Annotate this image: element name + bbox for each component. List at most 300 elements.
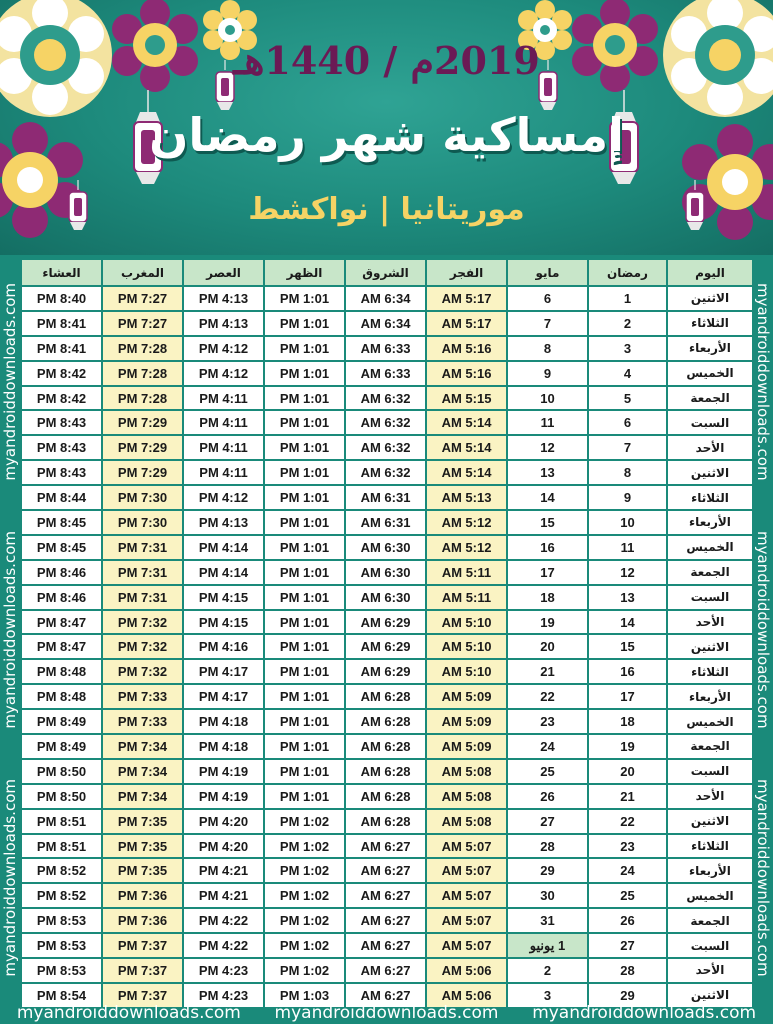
day-cell: السبت <box>668 411 752 434</box>
isha-time-cell: 8:52 PM <box>22 859 101 882</box>
gregorian-date-cell: 18 <box>508 586 587 609</box>
asr-time-cell: 4:18 PM <box>184 735 263 758</box>
dhuhr-time-cell: 1:01 PM <box>265 337 344 360</box>
day-cell: الأحد <box>668 785 752 808</box>
isha-time-cell: 8:49 PM <box>22 710 101 733</box>
dhuhr-time-cell: 1:02 PM <box>265 810 344 833</box>
page-title: إمساكية شهر رمضان <box>149 108 624 162</box>
maghrib-time-cell: 7:31 PM <box>103 536 182 559</box>
asr-time-cell: 4:11 PM <box>184 436 263 459</box>
column-header-ramadan: رمضان <box>589 260 666 285</box>
fajr-time-cell: 5:17 AM <box>427 287 506 310</box>
fajr-time-cell: 5:09 AM <box>427 685 506 708</box>
asr-time-cell: 4:15 PM <box>184 586 263 609</box>
isha-time-cell: 8:45 PM <box>22 536 101 559</box>
ramadan-day-cell: 18 <box>589 710 666 733</box>
year-title: 2019م / 1440هـ <box>233 38 540 83</box>
sunrise-time-cell: 6:27 AM <box>346 959 425 982</box>
fajr-time-cell: 5:07 AM <box>427 909 506 932</box>
fajr-time-cell: 5:07 AM <box>427 859 506 882</box>
asr-time-cell: 4:11 PM <box>184 411 263 434</box>
day-cell: الجمعة <box>668 909 752 932</box>
asr-time-cell: 4:17 PM <box>184 660 263 683</box>
asr-time-cell: 4:14 PM <box>184 536 263 559</box>
dhuhr-time-cell: 1:01 PM <box>265 411 344 434</box>
table-row <box>22 461 752 484</box>
dhuhr-time-cell: 1:01 PM <box>265 312 344 335</box>
day-cell: الاثنين <box>668 461 752 484</box>
day-cell: الخميس <box>668 884 752 907</box>
ramadan-day-cell: 22 <box>589 810 666 833</box>
table-body <box>22 287 752 1007</box>
maghrib-time-cell: 7:37 PM <box>103 934 182 957</box>
asr-time-cell: 4:15 PM <box>184 611 263 634</box>
table-row <box>22 486 752 509</box>
day-cell: الخميس <box>668 710 752 733</box>
isha-time-cell: 8:42 PM <box>22 362 101 385</box>
ramadan-day-cell: 10 <box>589 511 666 534</box>
table-row <box>22 436 752 459</box>
dhuhr-time-cell: 1:01 PM <box>265 660 344 683</box>
ramadan-day-cell: 14 <box>589 611 666 634</box>
sunrise-time-cell: 6:30 AM <box>346 536 425 559</box>
table-row <box>22 586 752 609</box>
dhuhr-time-cell: 1:01 PM <box>265 735 344 758</box>
ramadan-day-cell: 4 <box>589 362 666 385</box>
gregorian-date-cell: 10 <box>508 387 587 410</box>
ramadan-day-cell: 19 <box>589 735 666 758</box>
gregorian-date-cell: 2 <box>508 959 587 982</box>
sunrise-time-cell: 6:28 AM <box>346 810 425 833</box>
column-header-asr: العصر <box>184 260 263 285</box>
sunrise-time-cell: 6:34 AM <box>346 287 425 310</box>
maghrib-time-cell: 7:27 PM <box>103 287 182 310</box>
dhuhr-time-cell: 1:02 PM <box>265 859 344 882</box>
maghrib-time-cell: 7:28 PM <box>103 337 182 360</box>
day-cell: الخميس <box>668 536 752 559</box>
watermark-text: myandroiddownloads.com <box>1 779 19 977</box>
maghrib-time-cell: 7:30 PM <box>103 511 182 534</box>
asr-time-cell: 4:19 PM <box>184 760 263 783</box>
ramadan-day-cell: 21 <box>589 785 666 808</box>
day-cell: الأحد <box>668 436 752 459</box>
sunrise-time-cell: 6:27 AM <box>346 835 425 858</box>
fajr-time-cell: 5:14 AM <box>427 436 506 459</box>
dhuhr-time-cell: 1:02 PM <box>265 909 344 932</box>
dhuhr-time-cell: 1:02 PM <box>265 884 344 907</box>
dhuhr-time-cell: 1:01 PM <box>265 436 344 459</box>
maghrib-time-cell: 7:29 PM <box>103 411 182 434</box>
fajr-time-cell: 5:07 AM <box>427 934 506 957</box>
dhuhr-time-cell: 1:01 PM <box>265 685 344 708</box>
ramadan-day-cell: 2 <box>589 312 666 335</box>
sunrise-time-cell: 6:32 AM <box>346 436 425 459</box>
fajr-time-cell: 5:08 AM <box>427 760 506 783</box>
watermark-text: myandroiddownloads.com <box>16 1003 241 1023</box>
isha-time-cell: 8:41 PM <box>22 312 101 335</box>
table-row <box>22 909 752 932</box>
isha-time-cell: 8:47 PM <box>22 611 101 634</box>
isha-time-cell: 8:43 PM <box>22 461 101 484</box>
watermark-text: myandroiddownloads.com <box>274 1003 499 1023</box>
maghrib-time-cell: 7:35 PM <box>103 810 182 833</box>
watermark-text: myandroiddownloads.com <box>532 1003 757 1023</box>
isha-time-cell: 8:53 PM <box>22 959 101 982</box>
isha-time-cell: 8:49 PM <box>22 735 101 758</box>
table-row <box>22 337 752 360</box>
header-banner <box>0 0 773 255</box>
dhuhr-time-cell: 1:01 PM <box>265 611 344 634</box>
day-cell: الجمعة <box>668 735 752 758</box>
column-header-sunrise: الشروق <box>346 260 425 285</box>
day-cell: الثلاثاء <box>668 835 752 858</box>
dhuhr-time-cell: 1:01 PM <box>265 561 344 584</box>
maghrib-time-cell: 7:34 PM <box>103 735 182 758</box>
isha-time-cell: 8:43 PM <box>22 411 101 434</box>
maghrib-time-cell: 7:32 PM <box>103 611 182 634</box>
isha-time-cell: 8:43 PM <box>22 436 101 459</box>
fajr-time-cell: 5:11 AM <box>427 561 506 584</box>
table-row <box>22 934 752 957</box>
asr-time-cell: 4:19 PM <box>184 785 263 808</box>
day-cell: الأربعاء <box>668 685 752 708</box>
day-cell: الاثنين <box>668 984 752 1007</box>
fajr-time-cell: 5:12 AM <box>427 511 506 534</box>
gregorian-date-cell: 20 <box>508 635 587 658</box>
watermark-text: myandroiddownloads.com <box>754 531 772 729</box>
day-cell: الأحد <box>668 959 752 982</box>
ramadan-day-cell: 13 <box>589 586 666 609</box>
gregorian-date-cell: 14 <box>508 486 587 509</box>
sunrise-time-cell: 6:27 AM <box>346 859 425 882</box>
table-row <box>22 959 752 982</box>
fajr-time-cell: 5:10 AM <box>427 635 506 658</box>
dhuhr-time-cell: 1:01 PM <box>265 287 344 310</box>
gregorian-date-cell: 7 <box>508 312 587 335</box>
watermark-bottom <box>0 1002 773 1024</box>
dhuhr-time-cell: 1:01 PM <box>265 710 344 733</box>
ramadan-day-cell: 28 <box>589 959 666 982</box>
gregorian-date-cell: 17 <box>508 561 587 584</box>
gregorian-date-cell: 1 يونيو <box>508 934 587 957</box>
maghrib-time-cell: 7:36 PM <box>103 909 182 932</box>
asr-time-cell: 4:23 PM <box>184 984 263 1007</box>
asr-time-cell: 4:11 PM <box>184 461 263 484</box>
asr-time-cell: 4:11 PM <box>184 387 263 410</box>
gregorian-date-cell: 24 <box>508 735 587 758</box>
sunrise-time-cell: 6:28 AM <box>346 735 425 758</box>
dhuhr-time-cell: 1:01 PM <box>265 362 344 385</box>
isha-time-cell: 8:51 PM <box>22 835 101 858</box>
isha-time-cell: 8:40 PM <box>22 287 101 310</box>
watermark-text: myandroiddownloads.com <box>754 779 772 977</box>
dhuhr-time-cell: 1:01 PM <box>265 461 344 484</box>
isha-time-cell: 8:46 PM <box>22 586 101 609</box>
asr-time-cell: 4:22 PM <box>184 909 263 932</box>
maghrib-time-cell: 7:28 PM <box>103 362 182 385</box>
fajr-time-cell: 5:11 AM <box>427 586 506 609</box>
asr-time-cell: 4:17 PM <box>184 685 263 708</box>
day-cell: الاثنين <box>668 287 752 310</box>
asr-time-cell: 4:13 PM <box>184 287 263 310</box>
prayer-times-table-container <box>20 258 753 1002</box>
isha-time-cell: 8:54 PM <box>22 984 101 1007</box>
maghrib-time-cell: 7:34 PM <box>103 760 182 783</box>
table-row <box>22 685 752 708</box>
gregorian-date-cell: 23 <box>508 710 587 733</box>
maghrib-time-cell: 7:35 PM <box>103 859 182 882</box>
maghrib-time-cell: 7:31 PM <box>103 561 182 584</box>
fajr-time-cell: 5:09 AM <box>427 735 506 758</box>
dhuhr-time-cell: 1:03 PM <box>265 984 344 1007</box>
table-row <box>22 660 752 683</box>
dhuhr-time-cell: 1:01 PM <box>265 785 344 808</box>
table-row <box>22 362 752 385</box>
day-cell: الجمعة <box>668 387 752 410</box>
ramadan-day-cell: 12 <box>589 561 666 584</box>
gregorian-date-cell: 15 <box>508 511 587 534</box>
sunrise-time-cell: 6:30 AM <box>346 586 425 609</box>
ramadan-day-cell: 3 <box>589 337 666 360</box>
watermark-left <box>0 258 20 1002</box>
table-row <box>22 387 752 410</box>
fajr-time-cell: 5:10 AM <box>427 611 506 634</box>
dhuhr-time-cell: 1:01 PM <box>265 511 344 534</box>
table-row <box>22 635 752 658</box>
isha-time-cell: 8:53 PM <box>22 934 101 957</box>
gregorian-date-cell: 30 <box>508 884 587 907</box>
prayer-times-table <box>20 258 754 1009</box>
asr-time-cell: 4:21 PM <box>184 884 263 907</box>
watermark-right <box>753 258 773 1002</box>
maghrib-time-cell: 7:37 PM <box>103 959 182 982</box>
day-cell: الثلاثاء <box>668 660 752 683</box>
isha-time-cell: 8:50 PM <box>22 760 101 783</box>
ramadan-day-cell: 27 <box>589 934 666 957</box>
location-label: موريتانيا | نواكشط <box>248 192 525 227</box>
maghrib-time-cell: 7:29 PM <box>103 436 182 459</box>
asr-time-cell: 4:13 PM <box>184 312 263 335</box>
table-row <box>22 859 752 882</box>
fajr-time-cell: 5:06 AM <box>427 959 506 982</box>
gregorian-date-cell: 25 <box>508 760 587 783</box>
isha-time-cell: 8:47 PM <box>22 635 101 658</box>
sunrise-time-cell: 6:31 AM <box>346 486 425 509</box>
maghrib-time-cell: 7:32 PM <box>103 635 182 658</box>
sunrise-time-cell: 6:28 AM <box>346 785 425 808</box>
fajr-time-cell: 5:14 AM <box>427 411 506 434</box>
day-cell: الأحد <box>668 611 752 634</box>
maghrib-time-cell: 7:37 PM <box>103 984 182 1007</box>
dhuhr-time-cell: 1:01 PM <box>265 586 344 609</box>
fajr-time-cell: 5:13 AM <box>427 486 506 509</box>
maghrib-time-cell: 7:27 PM <box>103 312 182 335</box>
sunrise-time-cell: 6:29 AM <box>346 660 425 683</box>
gregorian-date-cell: 16 <box>508 536 587 559</box>
sunrise-time-cell: 6:27 AM <box>346 909 425 932</box>
table-row <box>22 810 752 833</box>
fajr-time-cell: 5:06 AM <box>427 984 506 1007</box>
gregorian-date-cell: 11 <box>508 411 587 434</box>
gregorian-date-cell: 12 <box>508 436 587 459</box>
sunrise-time-cell: 6:34 AM <box>346 312 425 335</box>
ramadan-day-cell: 26 <box>589 909 666 932</box>
table-row <box>22 710 752 733</box>
sunrise-time-cell: 6:33 AM <box>346 362 425 385</box>
table-row <box>22 884 752 907</box>
isha-time-cell: 8:44 PM <box>22 486 101 509</box>
maghrib-time-cell: 7:28 PM <box>103 387 182 410</box>
day-cell: السبت <box>668 934 752 957</box>
ramadan-day-cell: 25 <box>589 884 666 907</box>
sunrise-time-cell: 6:27 AM <box>346 984 425 1007</box>
table-row <box>22 561 752 584</box>
maghrib-time-cell: 7:35 PM <box>103 835 182 858</box>
fajr-time-cell: 5:10 AM <box>427 660 506 683</box>
ramadan-day-cell: 8 <box>589 461 666 484</box>
asr-time-cell: 4:22 PM <box>184 934 263 957</box>
dhuhr-time-cell: 1:01 PM <box>265 536 344 559</box>
sunrise-time-cell: 6:27 AM <box>346 934 425 957</box>
dhuhr-time-cell: 1:02 PM <box>265 959 344 982</box>
table-row <box>22 287 752 310</box>
sunrise-time-cell: 6:27 AM <box>346 884 425 907</box>
asr-time-cell: 4:12 PM <box>184 362 263 385</box>
maghrib-time-cell: 7:30 PM <box>103 486 182 509</box>
table-row <box>22 411 752 434</box>
asr-time-cell: 4:16 PM <box>184 635 263 658</box>
table-row <box>22 511 752 534</box>
asr-time-cell: 4:14 PM <box>184 561 263 584</box>
isha-time-cell: 8:45 PM <box>22 511 101 534</box>
asr-time-cell: 4:20 PM <box>184 835 263 858</box>
isha-time-cell: 8:50 PM <box>22 785 101 808</box>
ramadan-day-cell: 29 <box>589 984 666 1007</box>
fajr-time-cell: 5:07 AM <box>427 835 506 858</box>
ramadan-day-cell: 5 <box>589 387 666 410</box>
gregorian-date-cell: 29 <box>508 859 587 882</box>
watermark-text: myandroiddownloads.com <box>754 283 772 481</box>
asr-time-cell: 4:18 PM <box>184 710 263 733</box>
gregorian-date-cell: 28 <box>508 835 587 858</box>
dhuhr-time-cell: 1:02 PM <box>265 835 344 858</box>
dhuhr-time-cell: 1:02 PM <box>265 934 344 957</box>
column-header-fajr: الفجر <box>427 260 506 285</box>
fajr-time-cell: 5:16 AM <box>427 362 506 385</box>
gregorian-date-cell: 9 <box>508 362 587 385</box>
ramadan-day-cell: 7 <box>589 436 666 459</box>
gregorian-date-cell: 22 <box>508 685 587 708</box>
sunrise-time-cell: 6:33 AM <box>346 337 425 360</box>
day-cell: السبت <box>668 760 752 783</box>
table-row <box>22 536 752 559</box>
table-row <box>22 785 752 808</box>
ramadan-day-cell: 24 <box>589 859 666 882</box>
ramadan-day-cell: 6 <box>589 411 666 434</box>
day-cell: الاثنين <box>668 810 752 833</box>
gregorian-date-cell: 31 <box>508 909 587 932</box>
dhuhr-time-cell: 1:01 PM <box>265 486 344 509</box>
isha-time-cell: 8:53 PM <box>22 909 101 932</box>
day-cell: الجمعة <box>668 561 752 584</box>
asr-time-cell: 4:21 PM <box>184 859 263 882</box>
day-cell: الأربعاء <box>668 859 752 882</box>
isha-time-cell: 8:48 PM <box>22 685 101 708</box>
day-cell: الأربعاء <box>668 337 752 360</box>
dhuhr-time-cell: 1:01 PM <box>265 387 344 410</box>
fajr-time-cell: 5:07 AM <box>427 884 506 907</box>
day-cell: الخميس <box>668 362 752 385</box>
sunrise-time-cell: 6:30 AM <box>346 561 425 584</box>
table-header-row <box>22 260 752 285</box>
asr-time-cell: 4:20 PM <box>184 810 263 833</box>
asr-time-cell: 4:12 PM <box>184 337 263 360</box>
isha-time-cell: 8:48 PM <box>22 660 101 683</box>
fajr-time-cell: 5:17 AM <box>427 312 506 335</box>
gregorian-date-cell: 19 <box>508 611 587 634</box>
day-cell: الاثنين <box>668 635 752 658</box>
ramadan-day-cell: 20 <box>589 760 666 783</box>
asr-time-cell: 4:23 PM <box>184 959 263 982</box>
asr-time-cell: 4:12 PM <box>184 486 263 509</box>
day-cell: الثلاثاء <box>668 312 752 335</box>
column-header-dhuhr: الظهر <box>265 260 344 285</box>
isha-time-cell: 8:51 PM <box>22 810 101 833</box>
fajr-time-cell: 5:15 AM <box>427 387 506 410</box>
gregorian-date-cell: 13 <box>508 461 587 484</box>
gregorian-date-cell: 3 <box>508 984 587 1007</box>
gregorian-date-cell: 6 <box>508 287 587 310</box>
maghrib-time-cell: 7:33 PM <box>103 685 182 708</box>
ramadan-day-cell: 11 <box>589 536 666 559</box>
watermark-text: myandroiddownloads.com <box>1 283 19 481</box>
dhuhr-time-cell: 1:01 PM <box>265 760 344 783</box>
sunrise-time-cell: 6:28 AM <box>346 685 425 708</box>
table-row <box>22 760 752 783</box>
ramadan-day-cell: 15 <box>589 635 666 658</box>
sunrise-time-cell: 6:28 AM <box>346 760 425 783</box>
watermark-text: myandroiddownloads.com <box>1 531 19 729</box>
isha-time-cell: 8:42 PM <box>22 387 101 410</box>
table-row <box>22 835 752 858</box>
maghrib-time-cell: 7:32 PM <box>103 660 182 683</box>
day-cell: الأربعاء <box>668 511 752 534</box>
column-header-isha: العشاء <box>22 260 101 285</box>
sunrise-time-cell: 6:29 AM <box>346 635 425 658</box>
table-row <box>22 735 752 758</box>
maghrib-time-cell: 7:33 PM <box>103 710 182 733</box>
ramadan-day-cell: 9 <box>589 486 666 509</box>
sunrise-time-cell: 6:32 AM <box>346 461 425 484</box>
gregorian-date-cell: 21 <box>508 660 587 683</box>
gregorian-date-cell: 8 <box>508 337 587 360</box>
ramadan-day-cell: 17 <box>589 685 666 708</box>
sunrise-time-cell: 6:32 AM <box>346 411 425 434</box>
gregorian-date-cell: 27 <box>508 810 587 833</box>
sunrise-time-cell: 6:29 AM <box>346 611 425 634</box>
ramadan-day-cell: 16 <box>589 660 666 683</box>
column-header-maghrib: المغرب <box>103 260 182 285</box>
dhuhr-time-cell: 1:01 PM <box>265 635 344 658</box>
sunrise-time-cell: 6:32 AM <box>346 387 425 410</box>
fajr-time-cell: 5:14 AM <box>427 461 506 484</box>
gregorian-date-cell: 26 <box>508 785 587 808</box>
maghrib-time-cell: 7:29 PM <box>103 461 182 484</box>
column-header-day: اليوم <box>668 260 752 285</box>
fajr-time-cell: 5:12 AM <box>427 536 506 559</box>
ramadan-day-cell: 1 <box>589 287 666 310</box>
fajr-time-cell: 5:08 AM <box>427 810 506 833</box>
